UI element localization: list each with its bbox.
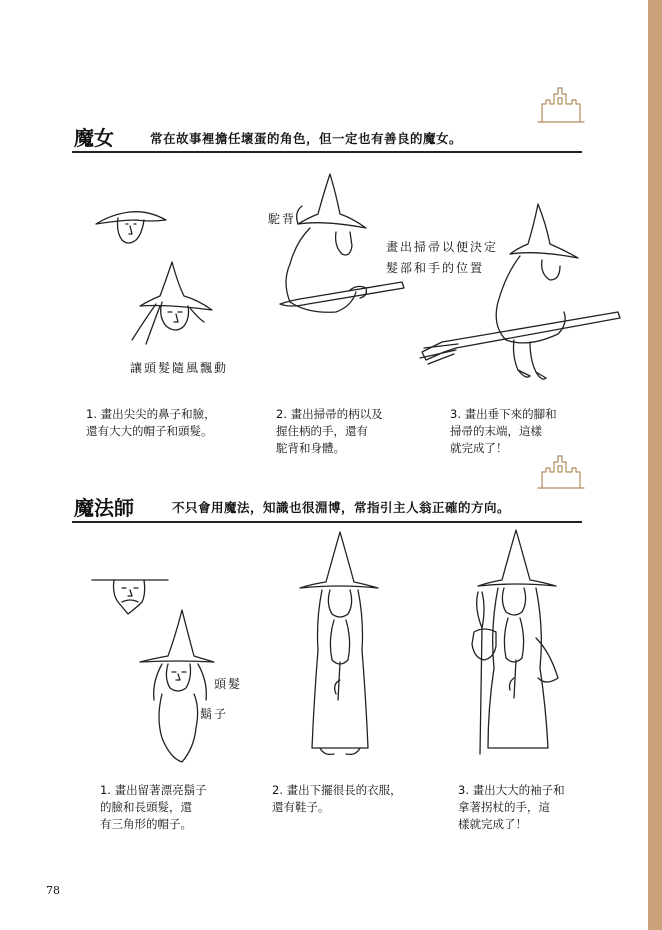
wizard-complete-sketch: [464, 528, 560, 764]
witch-head-hat-sketch: [126, 260, 222, 346]
section-divider: [72, 521, 582, 523]
annotation-broom-note-1: 畫出掃帚以便決定: [386, 240, 499, 254]
page-edge-stripe: [648, 0, 662, 930]
witch-step-1: 1. 畫出尖尖的鼻子和臉， 還有大大的帽子和頭髮。: [86, 407, 216, 438]
wizard-head-hair-sketch: [138, 608, 222, 766]
castle-icon: [538, 84, 584, 124]
witch-step-2: 2. 畫出掃帚的柄以及 握住柄的手，還有 駝背和身體。: [276, 407, 383, 455]
annotation-broom-note-2: 髮部和手的位置: [386, 261, 485, 275]
witch-section-description: 常在故事裡擔任壞蛋的角色，但一定也有善良的魔女。: [150, 131, 463, 146]
page-number: 78: [46, 884, 60, 897]
witch-complete-sketch: [418, 202, 624, 384]
annotation-hair-wind: 讓頭髮隨風飄動: [130, 361, 229, 375]
wizard-section-description: 不只會用魔法，知識也很淵博，常指引主人翁正確的方向。: [172, 500, 511, 515]
wizard-robe-sketch: [298, 530, 382, 762]
annotation-hair: 頭髮: [214, 677, 243, 691]
wizard-section-title: 魔法師: [74, 496, 134, 520]
wizard-step-1: 1. 畫出留著漂亮鬍子 的臉和長頭髮，還 有三角形的帽子。: [100, 783, 207, 831]
castle-icon: [538, 452, 584, 490]
annotation-hunchback: 駝背: [268, 212, 297, 226]
wizard-step-3: 3. 畫出大大的袖子和 拿著拐杖的手，這 樣就完成了！: [458, 783, 565, 831]
witch-section-title: 魔女: [74, 126, 114, 150]
witch-head-sketch: [92, 196, 172, 248]
section-divider: [72, 151, 582, 153]
annotation-beard: 鬍子: [200, 707, 229, 721]
wizard-step-2: 2. 畫出下擺很長的衣服， 還有鞋子。: [272, 783, 402, 814]
witch-step-3: 3. 畫出垂下來的腳和 掃帚的末端，這樣 就完成了！: [450, 407, 557, 455]
